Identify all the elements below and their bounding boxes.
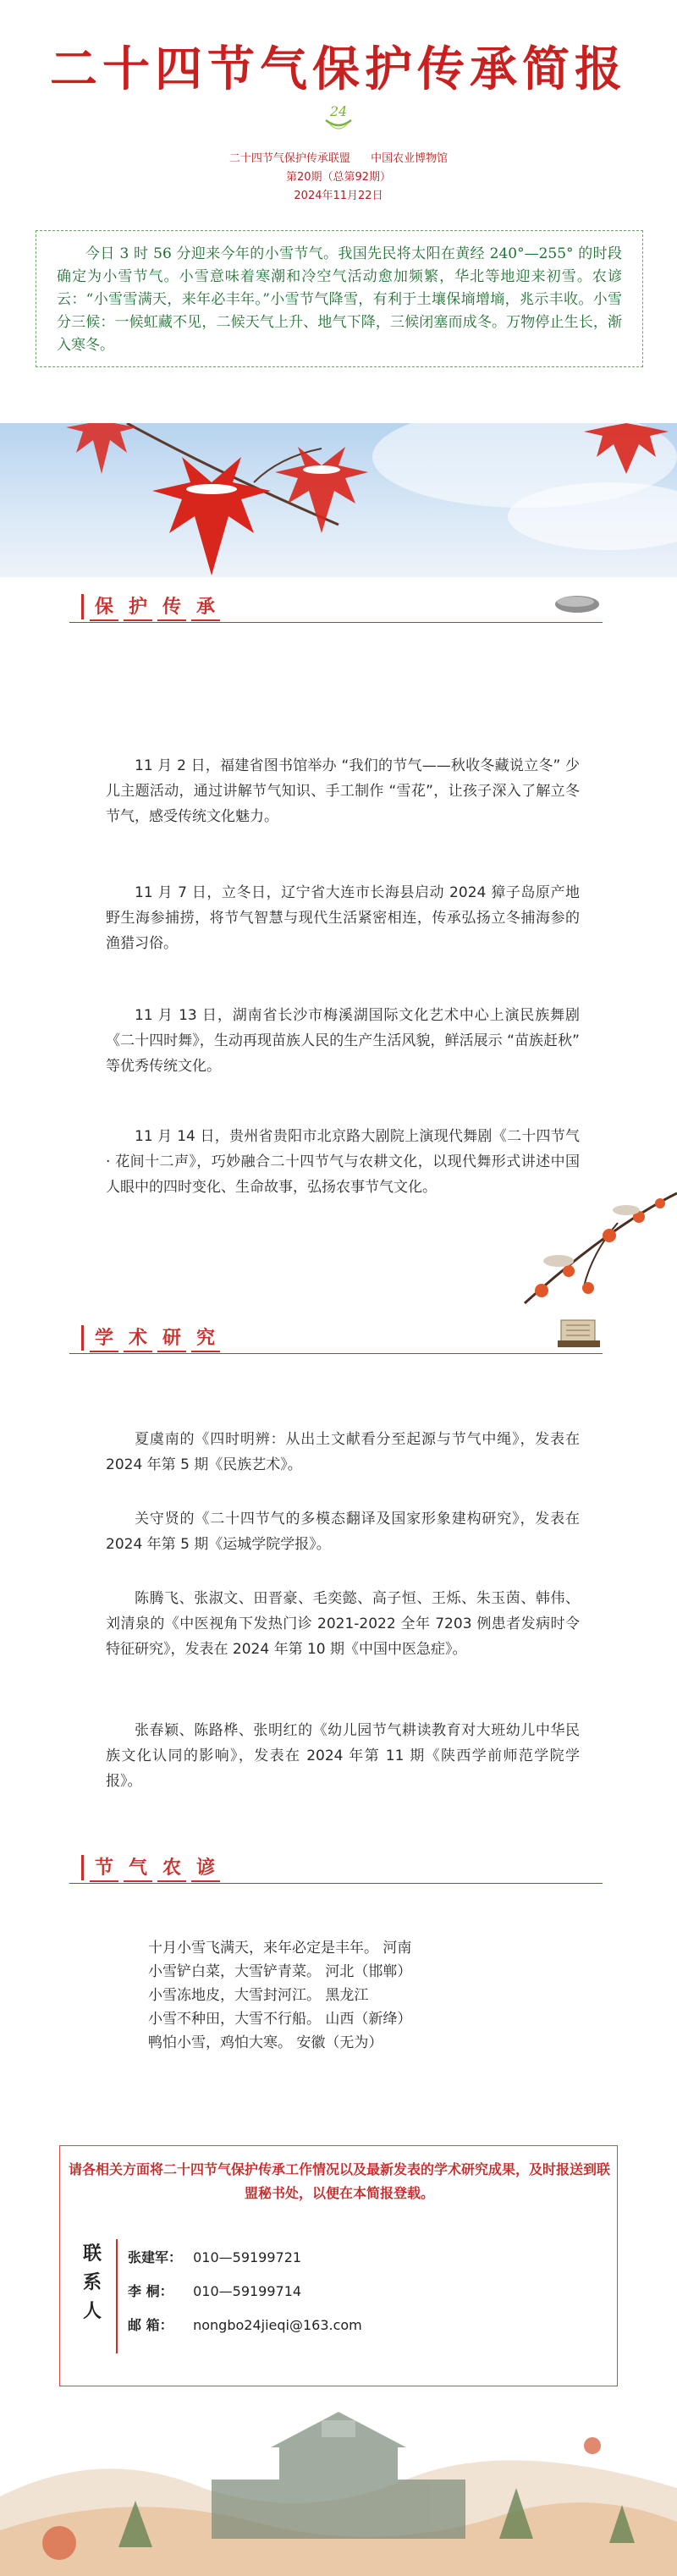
contact-email[interactable]: nongbo24jieqi@163.com	[193, 2317, 362, 2333]
section-char: 农	[157, 1853, 186, 1882]
persimmon-branch-icon	[491, 1176, 677, 1312]
museum-building-icon	[0, 2395, 677, 2576]
maple-snow-banner	[0, 423, 677, 577]
section-char: 保	[90, 592, 118, 621]
protection-item-2: 11 月 7 日，立冬日，辽宁省大连市长海县启动 2024 獐子岛原产地野生海参捕捞，将节气智慧与现代生活紧密相连，传承弘扬立冬捕海参的渔猎习俗。	[106, 884, 580, 952]
proverb-item: 小雪冻地皮，大雪封河江。 黑龙江	[148, 1987, 369, 2004]
proverb-item: 小雪铲白菜，大雪铲青菜。 河北（邯郸）	[148, 1963, 412, 1980]
submission-notice: 请各相关方面将二十四节气保护传承工作情况以及最新发表的学术研究成果，及时报送到联盟秘书处，以便在本简报登载。	[69, 2161, 611, 2201]
proverb-item: 十月小雪飞满天，来年必定是丰年。 河南	[148, 1940, 412, 1957]
museum-footer-illustration	[0, 2395, 677, 2576]
proverb-item: 鸭怕小雪，鸡怕大寒。 安徽（无为）	[148, 2034, 383, 2051]
contact-divider	[116, 2239, 118, 2353]
research-item-1: 夏虞南的《四时明辨：从出土文献看分至起源与节气中绳》，发表在 2024 年第 5 期《民族艺术》。	[106, 1431, 580, 1473]
header	[0, 0, 677, 220]
protection-item-4: 11 月 14 日，贵州省贵阳市北京路大剧院上演现代舞剧《二十四节气 · 花间十二声》，巧妙融合二十四节气与农耕文化，以现代舞形式讲述中国人眼中的四时变化、生命故事，弘扬农事节气文化。	[106, 1128, 580, 1196]
proverb-list	[148, 1936, 554, 2055]
contact-row	[128, 2275, 362, 2309]
section-bar	[81, 594, 84, 619]
section-rule	[69, 622, 603, 624]
section-header-proverbs	[69, 1848, 611, 1885]
intro-box	[36, 230, 643, 367]
section-char: 谚	[191, 1853, 220, 1882]
research-item-4: 张春颖、陈路桦、张明红的《幼儿园节气耕读教育对大班幼儿中华民族文化认同的影响》，发表在 2024 年第 11 期《陕西学前师范学院学报》。	[106, 1722, 580, 1790]
section-bar	[81, 1325, 84, 1351]
section-rule	[69, 1353, 603, 1355]
contact-phone[interactable]: 010—59199714	[193, 2283, 302, 2299]
publishers	[0, 149, 677, 165]
contact-email-label: 邮 箱：	[128, 2317, 173, 2333]
contact-phone[interactable]: 010—59199721	[193, 2249, 302, 2265]
section-char: 承	[191, 592, 220, 621]
stone-icon	[552, 592, 603, 614]
contact-row	[128, 2241, 362, 2275]
protection-item-1: 11 月 2 日，福建省图书馆举办 “我们的节气——秋收冬藏说立冬” 少儿主题活动，通过讲解节气知识、手工制作 “雪花”，让孩子深入了解立冬节气，感受传统文化魅力。	[106, 757, 580, 825]
contact-name: 张建军：	[128, 2249, 183, 2265]
section-bar	[81, 1855, 84, 1880]
section-rule	[69, 1883, 603, 1885]
section-char: 节	[90, 1853, 118, 1882]
protection-item-3: 11 月 13 日，湖南省长沙市梅溪湖国际文化艺术中心上演民族舞剧《二十四时舞》，生动再现苗族人民的生产生活风貌，鲜活展示 “苗族赶秋” 等优秀传统文化。	[106, 1007, 580, 1075]
proverb-item: 小雪不种田，大雪不行船。 山西（新绛）	[148, 2011, 412, 2028]
research-item-2: 关守贤的《二十四节气的多模态翻译及国家形象建构研究》，发表在 2024 年第 5 期《运城学院学报》。	[106, 1511, 580, 1553]
section-char: 研	[157, 1324, 186, 1352]
contact-name: 李 桐：	[128, 2283, 173, 2299]
section-char: 传	[157, 592, 186, 621]
logo-text: 24	[329, 103, 348, 119]
publisher-2: 中国农业博物馆	[371, 152, 449, 165]
maple-leaf-illustration	[0, 423, 677, 577]
intro-text: 今日 3 时 56 分迎来今年的小雪节气。我国先民将太阳在黄经 240°—255° 的时段确定为小雪节气。小雪意味着寒潮和冷空气活动愈加频繁，华北等地迎来初雪。农谚云：“小雪雪满天，来年必丰年。”小雪节气降雪，有利于土壤保墒增墒，兆示丰收。小雪分三候：一候虹藏不见，二候天气上升、地气下降，三候闭塞而成冬。万物停止生长，渐入寒冬。	[57, 245, 622, 354]
section-char: 气	[124, 1853, 152, 1882]
section-char: 护	[124, 592, 152, 621]
contact-rows	[128, 2241, 362, 2342]
issue-number: 第20期（总第92期）	[285, 171, 392, 184]
publisher-1: 二十四节气保护传承联盟	[228, 152, 350, 165]
issue-date: 2024年11月22日	[294, 190, 383, 202]
page-title: 二十四节气保护传承简报	[50, 41, 627, 97]
research-item-3: 陈腾飞、张淑文、田晋豪、毛奕懿、高子恒、王烁、朱玉茵、韩伟、刘清泉的《中医视角下发热门诊 2021-2022 全年 7203 例患者发病时令特征研究》，发表在 2024 年第 10 期《中国中医急症》。	[106, 1590, 580, 1658]
section-char: 学	[90, 1324, 118, 1352]
contact-box	[59, 2145, 618, 2386]
section-char: 术	[124, 1324, 152, 1352]
section-header-research	[69, 1318, 611, 1356]
solar-term-logo-icon	[317, 95, 360, 137]
scroll-book-icon	[556, 1315, 603, 1351]
contact-row	[128, 2309, 362, 2342]
contact-label: 联 系 人	[82, 2243, 102, 2322]
section-char: 究	[191, 1324, 220, 1352]
section-header-protection	[69, 587, 611, 625]
